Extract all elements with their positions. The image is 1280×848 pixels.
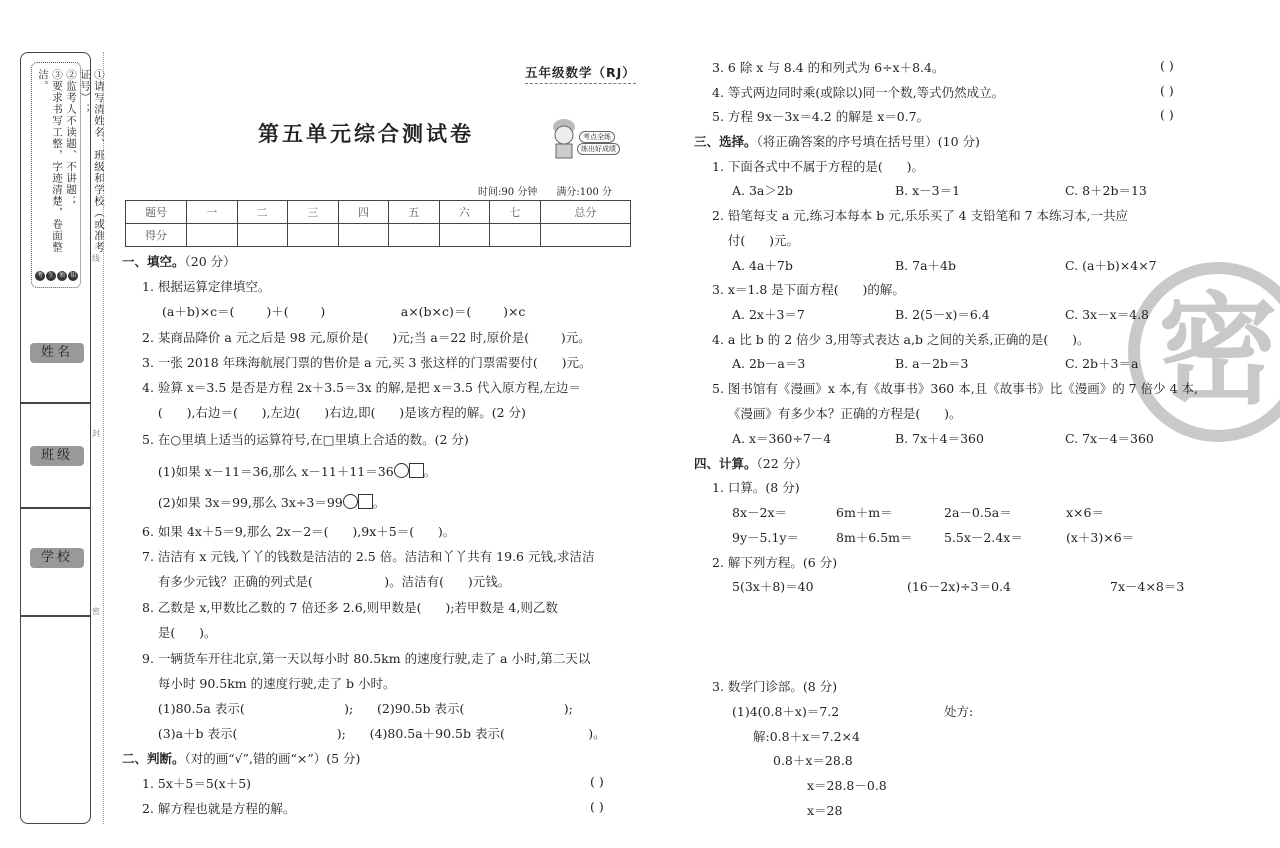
judge-item: 3. 6 除 x 与 8.4 的和列式为 6÷x＋8.4。: [712, 60, 945, 75]
question-line: 4. 验算 x＝3.5 是否是方程 2x＋3.5＝3x 的解,是把 x＝3.5 代入原方程,左边＝: [142, 380, 581, 395]
choice-question: 3. x＝1.8 是下面方程( )的解。: [712, 282, 905, 297]
choice-option-a[interactable]: A. 2b－a＝3: [732, 356, 806, 371]
question-line: (3)a＋b 表示( ); (4)80.5a＋90.5b 表示( )。: [142, 726, 606, 741]
class-field-label: 班级: [30, 446, 84, 466]
oral-item: 5.5x－2.4x＝: [944, 530, 1023, 545]
choice-option-a[interactable]: A. 2x＋3＝7: [732, 307, 805, 322]
divider: [21, 402, 90, 404]
question-line: 5. 在○里填上适当的运算符号,在□里填上合适的数。(2 分): [142, 432, 469, 447]
choice-question: 2. 铅笔每支 a 元,练习本每本 b 元,乐乐买了 4 支铅笔和 7 本练习本,一共应: [712, 208, 1128, 223]
solution-step: x＝28: [807, 803, 843, 818]
choice-question: 4. a 比 b 的 2 倍少 3,用等式表达 a,b 之间的关系,正确的是( )。: [712, 332, 1090, 347]
section-points: （20 分）: [184, 254, 236, 269]
divider: [21, 507, 90, 509]
question-line: 2. 某商品降价 a 元之后是 98 元,原价是( )元;当 a＝22 时,原价是( )元。: [142, 330, 591, 345]
mascot-icon: [547, 113, 581, 161]
subquestion-title: 2. 解下列方程。(6 分): [712, 555, 838, 570]
question-line: 6. 如果 4x＋5＝9,那么 2x－2＝( ),9x＋5＝( )。: [142, 524, 456, 539]
fold-mark: 密: [92, 607, 100, 616]
score-input-cell[interactable]: [439, 224, 490, 247]
section-2-heading: [122, 749, 360, 767]
score-input-cell[interactable]: [338, 224, 389, 247]
answer-space[interactable]: [712, 600, 1192, 670]
choice-option-a[interactable]: A. 4a＋7b: [732, 258, 793, 273]
oral-item: 2a－0.5a＝: [944, 505, 1012, 520]
choice-option-c[interactable]: C. 2b＋3＝a: [1065, 356, 1139, 371]
grade-label: 五年级数学（RJ）: [525, 63, 636, 84]
oral-item: (x＋3)×6＝: [1066, 530, 1135, 545]
solution-step: x＝28.8－0.8: [807, 778, 887, 793]
choice-question: 《漫画》有多少本？正确的方程是( )。: [712, 406, 962, 421]
table-row: [126, 201, 631, 224]
table-cell: 题号: [126, 201, 187, 224]
operator-circle[interactable]: [343, 494, 358, 509]
question-line: ( ),右边＝( ),左边( )右边,即( )是该方程的解。(2 分): [142, 405, 526, 420]
badge-icon: 须: [58, 272, 65, 279]
oral-item: 8m＋6.5m＝: [836, 530, 913, 545]
table-cell: 得分: [126, 224, 187, 247]
section-points: （将正确答案的序号填在括号里）(10 分): [756, 134, 980, 149]
exam-notice-text: [36, 69, 106, 259]
equation: 5(3x＋8)＝40: [732, 579, 814, 594]
full-score: 满分:100 分: [556, 187, 612, 198]
choice-option-c[interactable]: C. 3x－x＝4.8: [1065, 307, 1149, 322]
number-box[interactable]: [409, 463, 424, 478]
divider: [21, 615, 90, 617]
section-title: 三、选择。: [694, 134, 757, 149]
choice-option-b[interactable]: B. a－2b＝3: [895, 356, 969, 371]
clinic-problem: (1)4(0.8＋x)＝7.2: [732, 704, 840, 719]
score-table: [125, 200, 631, 247]
school-field-label: 学校: [30, 548, 84, 568]
table-cell: 四: [338, 201, 389, 224]
question-line: 每小时 90.5km 的速度行驶,走了 b 小时。: [142, 676, 396, 691]
question-line: 9. 一辆货车开往北京,第一天以每小时 80.5km 的速度行驶,走了 a 小时,第二天以: [142, 651, 591, 666]
subquestion-title: 3. 数学门诊部。(8 分): [712, 679, 838, 694]
choice-option-b[interactable]: B. 7a＋4b: [895, 258, 956, 273]
name-field-label: 姓名: [30, 343, 84, 363]
choice-option-b[interactable]: B. 7x＋4＝360: [895, 431, 984, 446]
fold-mark: 线: [92, 254, 100, 263]
section-points: （22 分）: [756, 456, 808, 471]
solution-step: 0.8＋x＝28.8: [773, 753, 853, 768]
section-3-heading: [694, 132, 980, 150]
question-line: 8. 乙数是 x,甲数比乙数的 7 倍还多 2.6,则甲数是( );若甲数是 4,则乙数: [142, 600, 558, 615]
table-cell: 三: [288, 201, 339, 224]
table-cell: 二: [237, 201, 288, 224]
fold-mark: 封: [92, 429, 100, 438]
slogan-2: 练出好成绩: [577, 143, 620, 155]
badge-icon: 知: [69, 272, 76, 279]
choice-option-a[interactable]: A. x＝360÷7－4: [732, 431, 832, 446]
table-row: [126, 224, 631, 247]
subquestion-title: 1. 口算。(8 分): [712, 480, 800, 495]
mascot-logo: [547, 113, 632, 163]
score-input-cell[interactable]: [237, 224, 288, 247]
exam-time: 时间:90 分钟: [478, 187, 538, 198]
section-title: 四、计算。: [694, 456, 757, 471]
choice-option-b[interactable]: B. x－3＝1: [895, 183, 961, 198]
choice-option-b[interactable]: B. 2(5－x)＝6.4: [895, 307, 990, 322]
choice-question: 付( )元。: [712, 233, 799, 248]
choice-option-c[interactable]: C. (a＋b)×4×7: [1065, 258, 1157, 273]
prescription-label: 处方:: [944, 704, 974, 719]
secret-stamp-icon: 密: [1128, 262, 1280, 442]
solution-step: 解:0.8＋x＝7.2×4: [753, 729, 860, 744]
score-input-cell[interactable]: [187, 224, 238, 247]
exam-meta: [478, 183, 612, 198]
oral-item: 9y－5.1y＝: [732, 530, 799, 545]
notice-badges: [35, 271, 78, 281]
oral-item: 8x－2x＝: [732, 505, 788, 520]
section-title: 一、填空。: [122, 254, 185, 269]
oral-item: 6m＋m＝: [836, 505, 893, 520]
exam-notice-box: [31, 62, 105, 288]
notice-line-3: ③要求书写工整，字迹清楚，卷面整洁。: [37, 69, 63, 253]
section-points: （对的画“√”,错的画“×”）(5 分): [184, 751, 361, 766]
question-line: (1)如果 x－11＝36,那么 x－11＋11＝36 。: [142, 464, 437, 479]
notice-line-2: ②监考人不读题、不讲题；: [65, 69, 77, 207]
question-line: (1)80.5a 表示( ); (2)90.5b 表示( );: [142, 701, 573, 716]
badge-icon: 考: [36, 272, 43, 279]
answer-paren[interactable]: ( ): [1160, 58, 1174, 73]
table-cell: 五: [389, 201, 440, 224]
score-input-cell[interactable]: [490, 224, 541, 247]
question-line: (a＋b)×c＝( )＋( ) a×(b×c)＝( )×c: [162, 304, 526, 319]
judge-item: 4. 等式两边同时乘(或除以)同一个数,等式仍然成立。: [712, 85, 1005, 100]
question-line: 是( )。: [142, 625, 217, 640]
notice-line-1: ①请写清姓名、班级和学校（或准考证号）；: [79, 69, 105, 253]
question-line: (2)如果 3x＝99,那么 3x÷3＝99 。: [142, 495, 386, 510]
judge-item: 1. 5x＋5＝5(x＋5): [142, 776, 252, 791]
judge-item: 5. 方程 9x－3x＝4.2 的解是 x＝0.7。: [712, 109, 930, 124]
fold-line: [103, 52, 104, 824]
section-1-heading: [122, 252, 236, 270]
choice-option-a[interactable]: A. 3a＞2b: [732, 183, 793, 198]
slogan-1: 考点全练: [579, 131, 615, 143]
oral-item: x×6＝: [1066, 505, 1104, 520]
question-line: 3. 一张 2018 年珠海航展门票的售价是 a 元,买 3 张这样的门票需要付( )元。: [142, 355, 592, 370]
choice-question: 1. 下面各式中不属于方程的是( )。: [712, 159, 924, 174]
equation: 7x－4×8＝3: [1110, 579, 1185, 594]
answer-paren[interactable]: ( ): [590, 774, 604, 789]
section-4-heading: [694, 454, 808, 472]
question-line: 7. 洁洁有 x 元钱,丫丫的钱数是洁洁的 2.5 倍。洁洁和丫丫共有 19.6 元钱,求洁洁: [142, 549, 595, 564]
page-title: 第五单元综合测试卷: [258, 121, 474, 146]
section-title: 二、判断。: [122, 751, 185, 766]
table-cell: 七: [490, 201, 541, 224]
score-input-cell[interactable]: [288, 224, 339, 247]
table-cell: 一: [187, 201, 238, 224]
equation: (16－2x)÷3＝0.4: [907, 579, 1011, 594]
choice-question: 5. 图书馆有《漫画》x 本,有《故事书》360 本,且《故事书》比《漫画》的 7 倍少 4 本,: [712, 381, 1198, 396]
answer-paren[interactable]: ( ): [1160, 107, 1174, 122]
table-cell: 六: [439, 201, 490, 224]
question-line: 1. 根据运算定律填空。: [142, 279, 271, 294]
badge-icon: 生: [47, 272, 54, 279]
judge-item: 2. 解方程也就是方程的解。: [142, 801, 296, 816]
score-input-cell[interactable]: [540, 224, 630, 247]
question-line: 有多少元钱？正确的列式是( )。洁洁有( )元钱。: [142, 574, 511, 589]
answer-paren[interactable]: ( ): [590, 799, 604, 814]
choice-option-c[interactable]: C. 8＋2b＝13: [1065, 183, 1147, 198]
answer-paren[interactable]: ( ): [1160, 83, 1174, 98]
choice-option-c[interactable]: C. 7x－4＝360: [1065, 431, 1154, 446]
operator-circle[interactable]: [394, 463, 409, 478]
number-box[interactable]: [358, 494, 373, 509]
score-input-cell[interactable]: [389, 224, 440, 247]
table-cell: 总分: [540, 201, 630, 224]
